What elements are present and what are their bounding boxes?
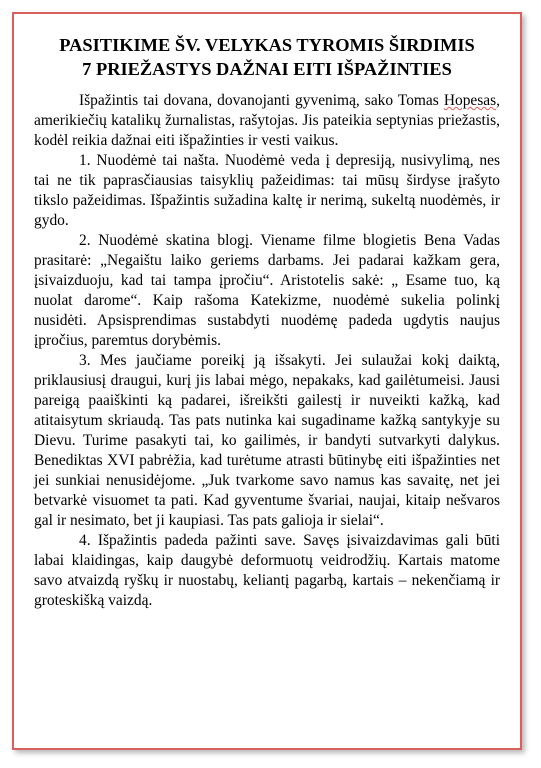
document-content (34, 33, 500, 611)
article-body (34, 91, 500, 611)
reason-4-paragraph: 4. Išpažintis padeda pažinti save. Savęs įsivaizdavimas gali būti labai klaidingas, kaip daugybė deformuotų veidrodžių. Kartais matome savo atvaizdą ryškų ir nuostabų, keliantį pagarbą, kartais – nekenčiamą ir groteskišką vaizdą. (34, 532, 500, 609)
reason-2-paragraph: 2. Nuodėmė skatina blogį. Viename filme blogietis Bena Vadas prasitarė: „Negaištu laiko geriems darbams. Jei padarai kažkam gera, įsivaizduoju, kad tai tampa įpročiu“. Aristotelis sakė: „ Esame tuo, ką nuolat darome“. Kaip rašoma Katekizme, nuodėmė sukelia polinkį nusidėti. Apsisprendimas sustabdyti nuodėmę padeda ugdytis naujus įpročius, paremtus dorybėmis. (34, 232, 500, 349)
title-line-2: 7 PRIEŽASTYS DAŽNAI EITI IŠPAŽINTIES (82, 59, 452, 79)
intro-paragraph: Išpažintis tai dovana, dovanojanti gyvenimą, sako Tomas Hopesas, amerikiečių katalikų žurnalistas, rašytojas. Jis pateikia septynias priežastis, kodėl reikia dažnai eiti išpažinties ir vesti vaikus. (34, 92, 500, 149)
author-name: Hopesas (443, 92, 497, 109)
reason-3-paragraph: 3. Mes jaučiame poreikį ją išsakyti. Jei sulaužai kokį daiktą, priklausiusį draugui, kurį jis labai mėgo, nepakaks, kad gailėtumeisi. Jausi pareigą paaiškinti ką padarei, išreikšti gailestį ir nuveikti kažką, kad atitaisytum skriaudą. Tas pats nutinka kai sugadiname kažką santykyje su Dievu. Turime pasakyti tai, ko gailimės, ir bandyti sutvarkyti dalykus. Benediktas XVI pabrėžia, kad turėtume atrasti būtinybę eiti išpažinties net jei sunkiai nenusidėjome. „Juk tvarkome savo namus kas savaitę, net jei betvarkė visuomet ta pati. Kad gyventume švariai, naujai, kitaip nešvaros gal ir nesimato, bet ji kaupiasi. Tas pats galioja ir sielai“. (34, 352, 500, 529)
reason-1-paragraph: 1. Nuodėmė tai našta. Nuodėmė veda į depresiją, nusivylimą, nes tai ne tik paprasčiausias taisyklių pažeidimas: tai mūsų širdyse įrašyto tikslo pažeidimas. Išpažintis sužadina kaltę ir nerimą, sukeltą nuodėmės, ir gydo. (34, 152, 500, 229)
title-line-1: PASITIKIME ŠV. VELYKAS TYROMIS ŠIRDIMIS (59, 35, 475, 55)
document-frame (12, 12, 522, 750)
